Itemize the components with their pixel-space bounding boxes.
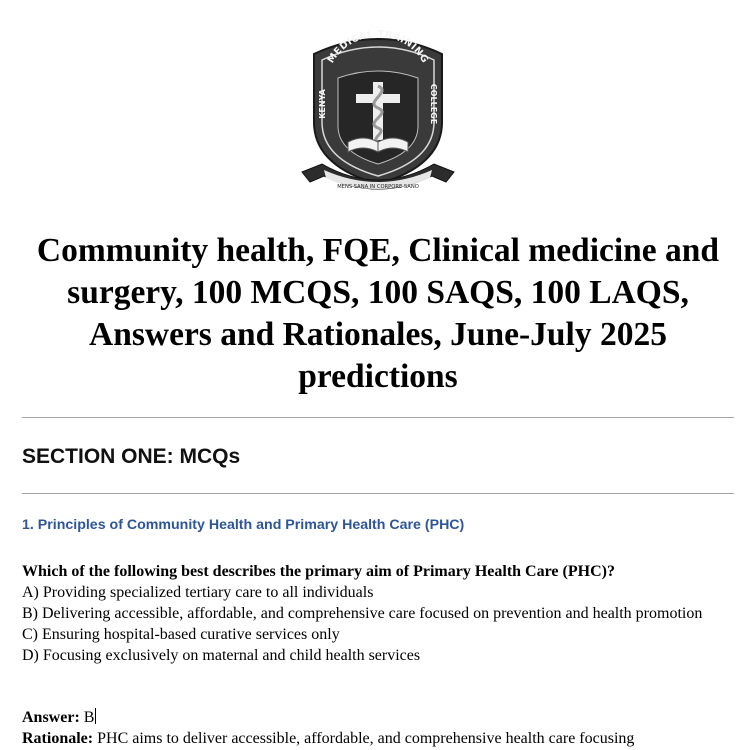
question-text: Which of the following best describes the primary aim of Primary Health Care (PHC)? xyxy=(22,563,615,580)
option-c: C) Ensuring hospital-based curative services only xyxy=(22,626,340,643)
answer-block[interactable] xyxy=(22,707,734,749)
option-a: A) Providing specialized tertiary care to all individuals xyxy=(22,584,374,601)
text-cursor xyxy=(95,708,96,724)
horizontal-divider xyxy=(22,417,734,418)
college-logo xyxy=(300,26,456,192)
rationale-line xyxy=(22,728,734,749)
logo-right-text: COLLEGE xyxy=(429,83,438,125)
document-title: Community health, FQE, Clinical medicine and surgery, 100 MCQS, 100 SAQS, 100 LAQS, Answers and Rationales, June-July 2025 predictions xyxy=(36,232,720,395)
option-b: B) Delivering accessible, affordable, and comprehensive care focused on prevention and health promotion xyxy=(22,605,703,622)
option-d: D) Focusing exclusively on maternal and child health services xyxy=(22,647,421,664)
answer-value: B xyxy=(83,709,95,726)
college-crest-icon xyxy=(300,26,456,192)
rationale-text: PHC aims to deliver accessible, affordable, and comprehensive health care focusing xyxy=(97,730,635,747)
svg-text:COLLEGE xyxy=(429,84,438,124)
logo-motto: MENS SANA IN CORPORE SANO xyxy=(337,184,419,190)
logo-arc-text: MEDICAL TRAINING xyxy=(325,28,431,66)
logo-left-text: KENYA xyxy=(318,89,327,119)
mcq-question-block xyxy=(22,561,734,666)
rationale-label: Rationale: xyxy=(22,730,94,747)
answer-line[interactable] xyxy=(22,707,734,728)
horizontal-divider xyxy=(22,493,734,494)
topic-heading: 1. Principles of Community Health and Primary Health Care (PHC) xyxy=(22,517,465,533)
svg-text:KENYA xyxy=(318,88,327,118)
answer-label: Answer: xyxy=(22,709,80,726)
section-heading: SECTION ONE: MCQs xyxy=(22,445,241,468)
